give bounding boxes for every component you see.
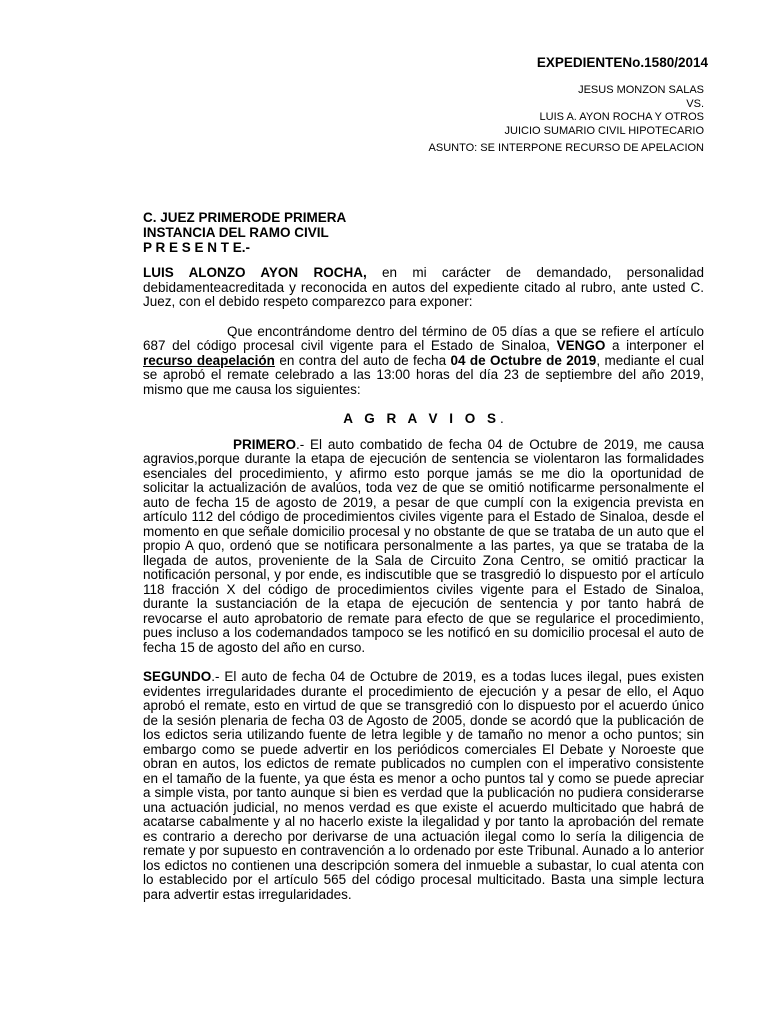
segundo-paragraph xyxy=(143,670,704,902)
recurso-term: recurso deapelación xyxy=(143,352,275,368)
case-parties xyxy=(400,84,704,138)
appeal-text-4: , mediante el cual se aprobó el remate celebrado a las 13:00 horas del día 23 de septiembre del año 2019, mismo que me causa los siguientes: xyxy=(143,352,705,397)
appeal-text-1: Que encontrándome dentro del término de 05 días a que se refiere el artículo 687 del código procesal civil vigente para el Estado de Sinaloa, xyxy=(143,323,704,353)
appeal-text-2: a interponer el xyxy=(605,338,704,353)
intro-text: en mi carácter de demandado, personalidad debidamenteacreditada y reconocida en autos del expediente citado al rubro, ante usted C. Juez, con el debido respeto comparezco para exponer: xyxy=(143,265,704,309)
auto-date: 04 de Octubre de 2019 xyxy=(450,352,597,368)
primero-label: PRIMERO xyxy=(233,436,297,452)
plaintiff-name: JESUS MONZON SALAS xyxy=(578,84,704,96)
segundo-text: .- El auto de fecha 04 de Octubre de 2019, es a todas luces ilegal, pues existen evidentes irregularidades durante el procedimiento de ejecución y a pesar de ello, el Aquo aprobó el remate, esto en virtud de que se transgredió con lo dispuesto por el acuerdo único de la sesión plenaria de fecha 03 de Agosto de 2005, donde se acordó que la publicación de los edictos seria utilizando fuente de letra legible y de tamaño no menor a ocho puntos; sin embargo como se puede advertir en los periódicos comerciales El Debate y Noroeste que obran en autos, los edictos de remate publicados no cumplen con el imperativo consistente en el tamaño de la fuente, ya que ésta es menor a ocho puntos tal y como se puede apreciar a simple vista, por tanto aunque si bien es verdad que la publicación no pudiera considerarse una actuación judicial, no menos verdad es que existe el acuerdo multicitado que habrá de acatarse cabalmente y al no hacerlo existe la ilegalidad y por tanto la aprobación del remate es contrario a derecho por derivarse de una actuación ilegal como lo sería la diligencia de remate y por supuesto en contravención a lo ordenado por este Tribunal. Aunado a lo anterior los edictos no contienen una descripción somera del inmueble a subastar, lo cual atenta con lo establecido por el artículo 565 del código procesal multicitado. Basta una simple lectura para advertir estas irregularidades. xyxy=(143,669,704,902)
vengo-word: VENGO xyxy=(556,338,606,353)
agravios-heading-text: A G R A V I O S xyxy=(343,411,500,426)
addressee-line-3: P R E S E N T E.- xyxy=(143,240,251,255)
versus-label: VS. xyxy=(686,97,704,110)
appeal-paragraph xyxy=(143,325,704,398)
primero-text: .- El auto combatido de fecha 04 de Octubre de 2019, me causa agravios,porque durante la etapa de ejecución de sentencia se violentaron las formalidades esenciales del procedimiento, y afirmo esto porque jamás se me dio la oportunidad de solicitar la actualización de avalúos, toda vez de que se omitió notificarme personalmente el auto de fecha 15 de agosto de 2019, a pesar de que cumplí con la exigencia prevista en artículo 112 del código de procedimientos civiles vigente para el Estado de Sinaloa, desde el momento en que señale domicilio procesal y no obstante de que se trataba de un auto que el propio A quo, ordenó que se notificara personalmente a las partes, ya que se trataba de la llegada de autos, proveniente de la Sala de Circuito Zona Centro, se omitió practicar la notificación personal, y por ende, es indiscutible que se trasgredió lo dispuesto por el artículo 118 fracción X del código de procedimientos civiles vigente para el Estado de Sinaloa, durante la sustanciación de la etapa de ejecución de sentencia y por tanto habrá de revocarse el auto aprobatorio de remate para efecto de que se regularice el procedimiento, pues incluso a los codemandados tampoco se les notificó en su domicilio procesal el auto de fecha 15 de agosto del año en curso. xyxy=(143,436,704,655)
appeal-text-3: en contra del auto de fecha xyxy=(274,352,451,368)
addressee-line-1: C. JUEZ PRIMERODE PRIMERA xyxy=(143,210,347,225)
addressee-line-2: INSTANCIA DEL RAMO CIVIL xyxy=(143,225,329,240)
agravios-heading xyxy=(143,412,704,427)
defendant-name: LUIS A. AYON ROCHA Y OTROS xyxy=(539,111,704,123)
expediente-number: EXPEDIENTENo.1580/2014 xyxy=(536,55,708,70)
appellant-name: LUIS ALONZO AYON ROCHA, xyxy=(143,265,367,280)
case-type: JUICIO SUMARIO CIVIL HIPOTECARIO xyxy=(504,124,704,137)
segundo-label: SEGUNDO xyxy=(143,669,212,684)
addressee-block xyxy=(143,210,543,255)
subject-line: ASUNTO: SE INTERPONE RECURSO DE APELACION xyxy=(428,142,704,154)
intro-paragraph xyxy=(143,266,704,310)
primero-paragraph xyxy=(143,438,704,656)
document-body xyxy=(143,266,704,917)
agravios-heading-period: . xyxy=(500,411,504,426)
